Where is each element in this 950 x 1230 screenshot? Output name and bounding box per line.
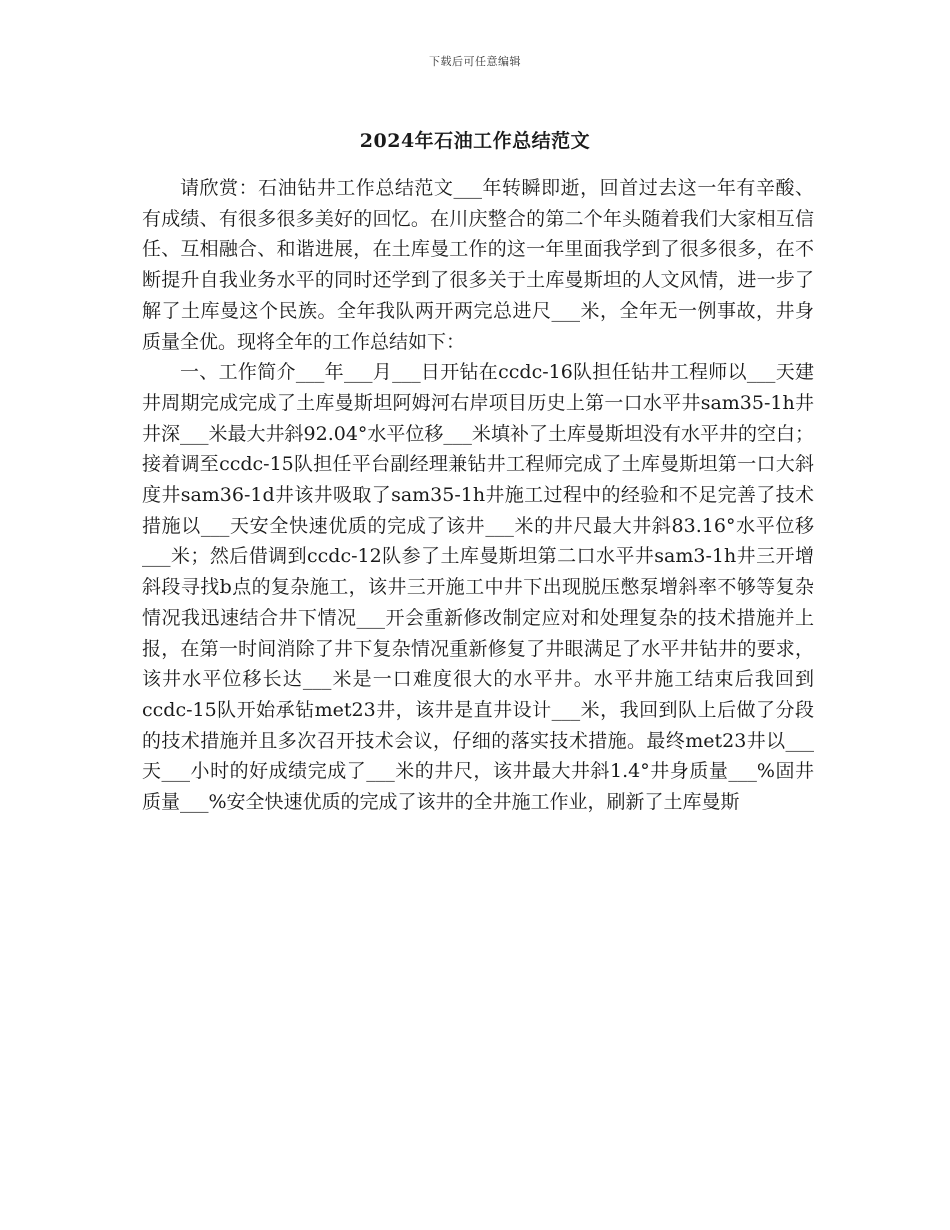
paragraph-intro: 请欣赏：石油钻井工作总结范文___年转瞬即逝，回首过去这一年有辛酸、有成绩、有很多很多美好的回忆。在川庆整合的第二个年头随着我们大家相互信任、互相融合、和谐进展，在土库曼工作的这一年里面我学到了很多很多，在不断提升自我业务水平的同时还学到了很多关于土库曼斯坦的人文风情，进一步了解了土库曼这个民族。全年我队两开两完总进尺___米，全年无一例事故，井身质量全优。现将全年的工作总结如下： bbox=[142, 177, 814, 353]
document-body bbox=[142, 173, 814, 818]
document-title: 2024年石油工作总结范文 bbox=[359, 130, 591, 152]
paragraph-work-summary: 一、工作简介___年___月___日开钻在ccdc-16队担任钻井工程师以___天建井周期完成完成了土库曼斯坦阿姆河右岸项目历史上第一口水平井sam35-1h井井深___米最大井斜92.04°水平位移___米填补了土库曼斯坦没有水平井的空白；接着调至ccdc-15队担任平台副经理兼钻井工程师完成了土库曼斯坦第一口大斜度井sam36-1d井该井吸取了sam35-1h井施工过程中的经验和不足完善了技术措施以___天安全快速优质的完成了该井___米的井尺最大井斜83.16°水平位移___米；然后借调到ccdc-12队参了土库曼斯坦第二口水平井sam3-1h井三开增斜段寻找b点的复杂施工，该井三开施工中井下出现脱压憋泵增斜率不够等复杂情况我迅速结合井下情况___开会重新修改制定应对和处理复杂的技术措施并上报，在第一时间消除了井下复杂情况重新修复了井眼满足了水平井钻井的要求，该井水平位移长达___米是一口难度很大的水平井。水平井施工结束后我回到ccdc-15队开始承钻met23井，该井是直井设计___米，我回到队上后做了分段的技术措施并且多次召开技术会议，仔细的落实技术措施。最终met23井以___天___小时的好成绩完成了___米的井尺，该井最大井斜1.4°井身质量___%固井质量___%安全快速优质的完成了该井的全井施工作业，刷新了土库曼斯 bbox=[142, 361, 814, 814]
header-note: 下载后可任意编辑 bbox=[429, 55, 521, 68]
